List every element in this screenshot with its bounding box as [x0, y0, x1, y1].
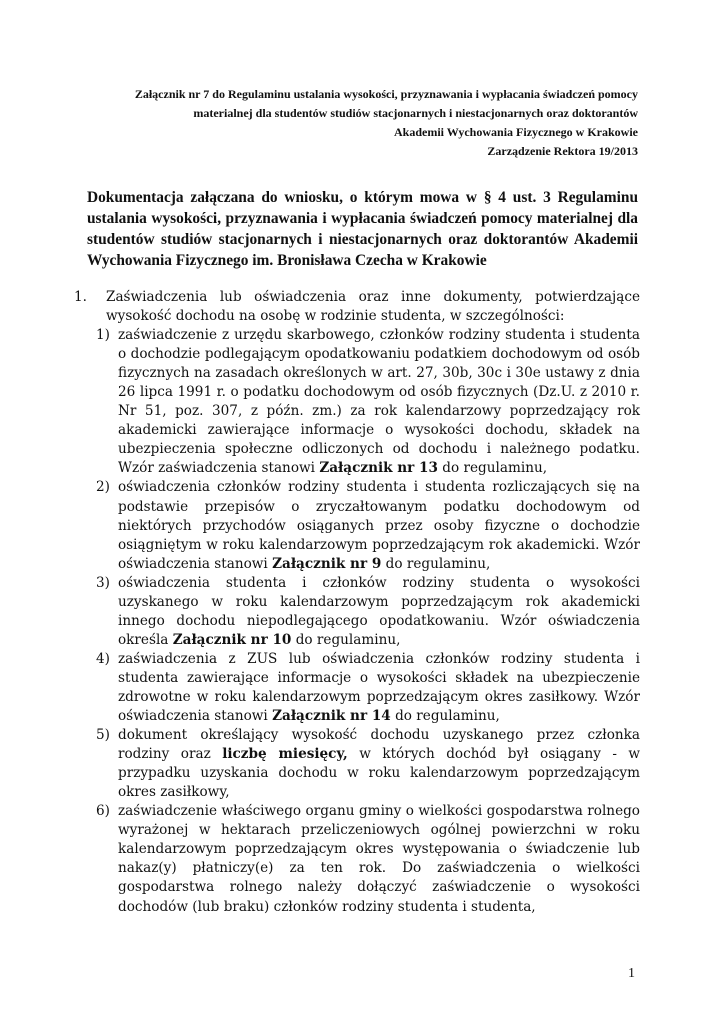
list-item	[74, 650, 640, 726]
list-item	[74, 574, 640, 650]
list-item	[74, 726, 640, 802]
header-line: Zarządzenie Rektora 19/2013	[487, 144, 638, 158]
list-item	[74, 478, 640, 573]
item-number: 3)	[96, 574, 110, 591]
item-text: zaświadczenie właściwego organu gminy o wielkości gospodarstwa rolnego wyrażonej w hektarach przeliczeniowych ogólnej powierzchni w roku kalendarzowym poprzedzającym okres występowania o świadczenie lub nakaz(y) płatniczy(e) za ten rok. Do zaświadczenia o wielkości gospodarstwa rolnego należy dołączyć zaświadczenie o wysokości dochodów (lub braku) członków rodziny studenta i studenta,	[118, 803, 640, 915]
emphasis: liczbę miesięcy,	[222, 746, 348, 763]
attachment-ref: Załącznik nr 10	[172, 631, 292, 648]
section-number: 1.	[74, 289, 87, 305]
item-number: 1)	[96, 327, 110, 344]
item-number: 5)	[96, 727, 110, 744]
attachment-ref: Załącznik nr 13	[319, 460, 438, 477]
documents-list	[74, 288, 640, 917]
item-number: 2)	[96, 479, 110, 496]
header-line: Załącznik nr 7 do Regulaminu ustalania wysokości, przyznawania i wypłacania świadczeń pomocy	[134, 87, 638, 101]
header-line: Akademii Wychowania Fizycznego w Krakowie	[394, 125, 638, 139]
item-text: zaświadczenia z ZUS lub oświadczenia członków rodziny studenta i studenta zawierające informacje o wysokości składek na ubezpieczenie zdrowotne w roku kalendarzowym poprzedzającym okres zasiłkowy. Wzór oświadczenia stanowi Załącznik nr 14 do regulaminu,	[118, 650, 640, 725]
item-number: 4)	[96, 650, 110, 667]
section-intro: Zaświadczenia lub oświadczenia oraz inne dokumenty, potwierdzające wysokość dochodu na osobę w rodzinie studenta, w szczególności:	[106, 289, 640, 325]
page-number: 1	[628, 966, 635, 981]
list-item	[74, 802, 640, 916]
list-item	[74, 326, 640, 478]
item-text: dokument określający wysokość dochodu uzyskanego przez członka rodziny oraz liczbę miesięcy, w których dochód był osiągany - w przypadku uzyskania dochodu w roku kalendarzowym poprzedzającym okres zasiłkowy,	[118, 727, 641, 801]
item-text: oświadczenia studenta i członków rodziny studenta o wysokości uzyskanego w roku kalendarzowym poprzedzającym rok akademicki innego dochodu niepodlegającego opodatkowaniu. Wzór oświadczenia określa Załącznik nr 10 do regulaminu,	[118, 574, 640, 648]
item-text: zaświadczenie z urzędu skarbowego, członków rodziny studenta i studenta o dochodzie podlegającym opodatkowaniu podatkiem dochodowym od osób fizycznych na zasadach określonych w art. 27, 30b, 30c i 30e ustawy z dnia 26 lipca 1991 r. o podatku dochodowym od osób fizycznych (Dz.U. z 2010 r. Nr 51, poz. 307, z późn. zm.) za rok kalendarzowy poprzedzający rok akademicki zawierające informacje o wysokości dochodu, składek na ubezpieczenia społeczne odliczonych od dochodu i należnego podatku. Wzór zaświadczenia stanowi Załącznik nr 13 do regulaminu,	[118, 327, 640, 477]
attachment-ref: Załącznik nr 9	[272, 555, 382, 572]
section-1	[74, 288, 640, 326]
item-number: 6)	[96, 803, 110, 820]
header-line: materialnej dla studentów studiów stacjonarnych i niestacjonarnych oraz doktorantów	[193, 106, 638, 120]
document-title: Dokumentacja załączana do wniosku, o którym mowa w § 4 ust. 3 Regulaminu ustalania wysokości, przyznawania i wypłacania świadczeń pomocy materialnej dla studentów studiów stacjonarnych i niestacjonarnych oraz doktorantów Akademii Wychowania Fizycznego im. Bronisława Czecha w Krakowie	[87, 189, 638, 269]
attachment-header	[78, 85, 638, 161]
attachment-ref: Załącznik nr 14	[272, 708, 391, 725]
item-text: oświadczenia członków rodziny studenta i studenta rozliczających się na podstawie przepisów o zryczałtowanym podatku dochodowym od niektórych przychodów osiąganych przez osoby fizyczne o dochodzie osiągniętym w roku kalendarzowym poprzedzającym rok akademicki. Wzór oświadczenia stanowi Załącznik nr 9 do regulaminu,	[118, 479, 640, 572]
